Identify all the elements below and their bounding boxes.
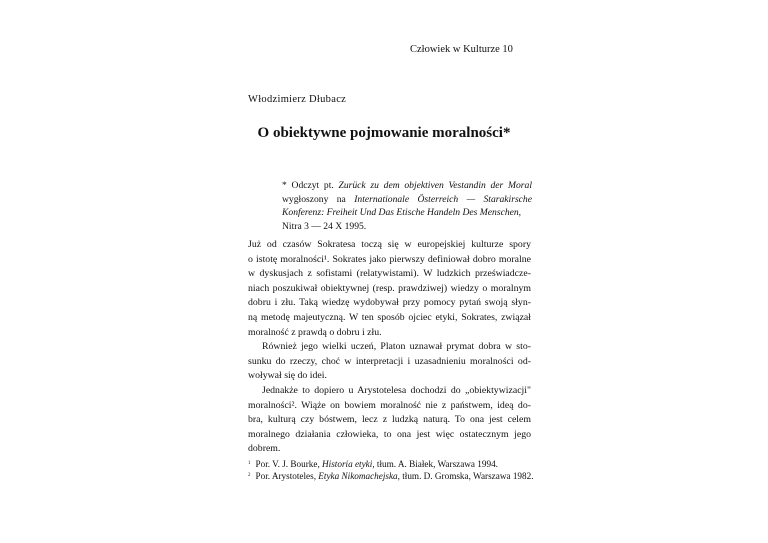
body-line: Również jego wielki uczeń, Platon uznawał prymat dobra w sto-	[262, 341, 531, 353]
body-line: woływał się do idei.	[248, 370, 327, 382]
body-line: bra, kulturą czy bóstwem, lecz z ludzką naturą. To ona jest celem	[248, 414, 531, 426]
title-footnote-text: wygłoszony na	[282, 193, 355, 205]
body-line: ną metodę majeutyczną. W ten sposób ojciec etyki, Sokrates, związał	[248, 311, 531, 323]
footnote-text: Por. V. J. Bourke,	[255, 459, 323, 469]
article-title: O obiektywne pojmowanie moralności*	[257, 125, 511, 141]
body-line: moralności². Wiąże on bowiem moralność nie z państwem, ideą do-	[248, 399, 531, 411]
footnote-text: tłum. D. Gromska, Warszawa 1982.	[399, 471, 534, 482]
title-footnote-line	[282, 179, 532, 193]
author-name: Włodzimierz Dłubacz	[248, 94, 347, 105]
footnote-number: 2	[248, 473, 251, 479]
body-line: dobru i złu. Taką wiedzę wydobywał przy pomocy pytań swoją słyn-	[248, 297, 531, 309]
footnote-italic: Historia etyki,	[322, 459, 375, 469]
footnote-text: Por. Arystoteles,	[255, 471, 319, 482]
title-footnote-italic: Konferenz: Freiheit Und Das Etische Handeln Des Menschen,	[282, 207, 522, 219]
title-footnote-line	[282, 206, 532, 220]
footnotes	[248, 458, 548, 483]
body-line: Już od czasów Sokratesa toczą się w europejskiej kulturze spory	[248, 239, 531, 250]
body-line: moralność z prawdą o dobru i złu.	[248, 326, 382, 338]
title-footnote-italic: Internationale Österreich — Starakirsche	[354, 193, 532, 205]
footnote-item	[248, 470, 548, 482]
body-line: niach poszukiwał obiektywnej (resp. prawdziwej) wiedzy o moralnym	[248, 282, 531, 294]
title-footnote-italic: Zurück zu dem objektiven Vestandin der Moral	[338, 180, 532, 191]
footnote-number: 1	[248, 461, 251, 466]
body-line: o istotę moralności¹. Sokrates jako pierwszy definiował dobro moralne	[248, 253, 531, 265]
body-line: w dyskusjach z sofistami (relatywistami). W ludzkich przeświadcze-	[248, 268, 531, 280]
title-footnote-text: * Odczyt pt.	[282, 180, 339, 191]
footnote-italic: Etyka Nikomachejska,	[318, 471, 400, 482]
title-footnote-line	[282, 193, 532, 207]
footnote-item	[248, 458, 548, 470]
title-footnote-line: Nitra 3 — 24 X 1995.	[282, 220, 367, 232]
footnote-text: tłum. A. Białek, Warszawa 1994.	[374, 459, 498, 469]
running-header: Człowiek w Kulturze 10	[410, 44, 513, 55]
body-line: moralnego działania człowieka, to ona jest więc ostatecznym jego	[248, 428, 531, 440]
body-line: Jednakże to dopiero u Arystotelesa dochodzi do „obiektywizacji"	[262, 384, 531, 396]
title-footnote	[282, 179, 532, 233]
body-line: dobrem.	[248, 443, 281, 455]
body-line: sunku do rzeczy, choć w interpretacji i uzasadnieniu moralności od-	[248, 355, 531, 367]
body-text	[248, 238, 531, 457]
